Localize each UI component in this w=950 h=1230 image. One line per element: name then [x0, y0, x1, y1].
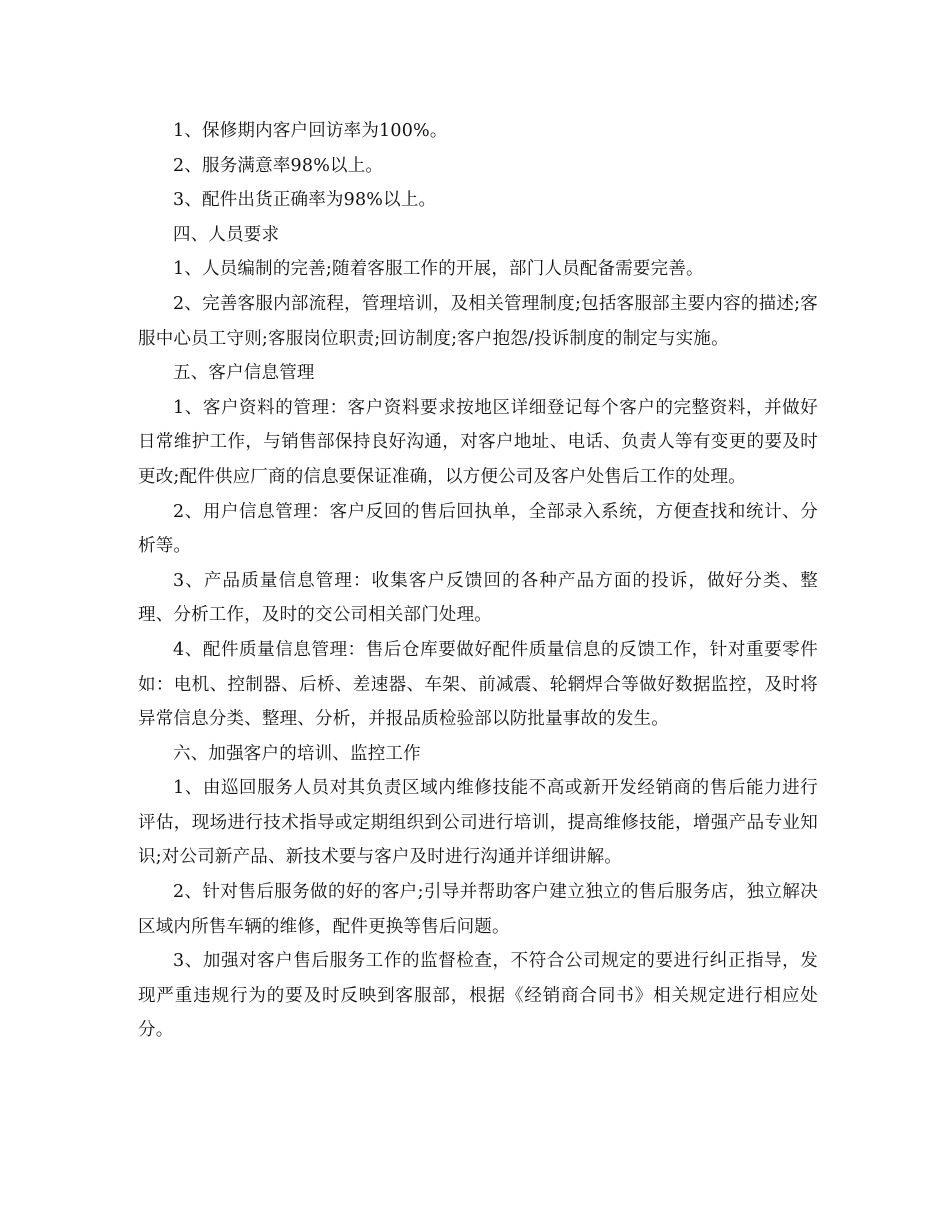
- section-heading-customer-info: 五、客户信息管理: [173, 363, 315, 384]
- section-heading-training: 六、加强客户的培训、监控工作: [173, 743, 421, 764]
- paragraph-staffing: 1、人员编制的完善;随着客服工作的开展，部门人员配备需要完善。: [173, 259, 704, 280]
- paragraph-customer-records: 1、客户资料的管理：客户资料要求按地区详细登记每个客户的完整资料，并做好日常维护工作，与销售部保持良好沟通，对客户地址、电话、负责人等有变更的要及时更改;配件供应厂商的信息要保证准确，以方便公司及客户处售后工作的处理。: [138, 397, 818, 487]
- paragraph-supervision: 3、加强对客户售后服务工作的监督检查，不符合公司规定的要进行纠正指导，发现严重违规行为的要及时反映到客服部，根据《经销商合同书》相关规定进行相应处分。: [138, 951, 818, 1041]
- paragraph-satisfaction-rate: 2、服务满意率98%以上。: [173, 155, 384, 176]
- document-body: [138, 114, 818, 1048]
- section-heading-personnel: 四、人员要求: [173, 224, 280, 245]
- paragraph-process-improvement: 2、完善客服内部流程，管理培训，及相关管理制度;包括客服部主要内容的描述;客服中心员工守则;客服岗位职责;回访制度;客户抱怨/投诉制度的制定与实施。: [138, 293, 818, 349]
- paragraph-service-stores: 2、针对售后服务做的好的客户;引导并帮助客户建立独立的售后服务店，独立解决区域内所售车辆的维修，配件更换等售后问题。: [138, 882, 818, 937]
- paragraph-user-info: 2、用户信息管理：客户反回的售后回执单，全部录入系统，方便查找和统计、分析等。: [138, 501, 818, 557]
- paragraph-product-quality: 3、产品质量信息管理：收集客户反馈回的各种产品方面的投诉，做好分类、整理、分析工作，及时的交公司相关部门处理。: [138, 570, 818, 626]
- paragraph-return-visit-rate: 1、保修期内客户回访率为100%。: [173, 121, 448, 141]
- paragraph-parts-quality: 4、配件质量信息管理：售后仓库要做好配件质量信息的反馈工作，针对重要零件如：电机、控制器、后桥、差速器、车架、前减震、轮辋焊合等做好数据监控，及时将异常信息分类、整理、分析，并报品质检验部以防批量事故的发生。: [138, 639, 818, 730]
- paragraph-shipping-accuracy: 3、配件出货正确率为98%以上。: [173, 190, 437, 211]
- paragraph-dealer-training: 1、由巡回服务人员对其负责区域内维修技能不高或新开发经销商的售后能力进行评估，现场进行技术指导或定期组织到公司进行培训，提高维修技能，增强产品专业知识;对公司新产品、新技术要与客户及时进行沟通并详细讲解。: [138, 778, 818, 868]
